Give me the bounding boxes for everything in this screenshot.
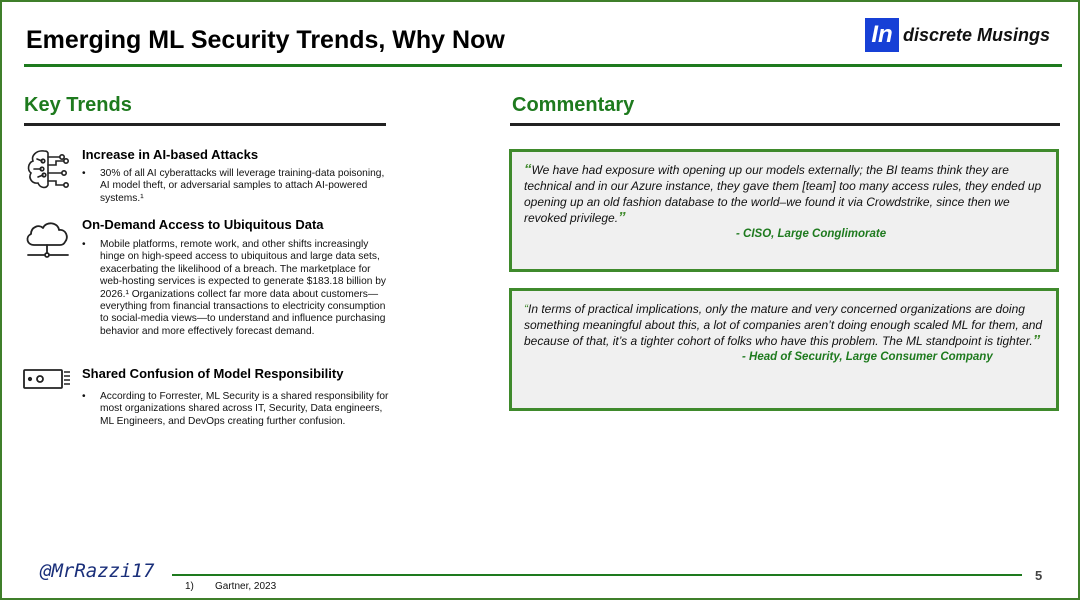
trend-title: On-Demand Access to Ubiquitous Data — [82, 217, 324, 232]
trend-bullet-text: 30% of all AI cyberattacks will leverage training-data poisoning, AI model theft, or adversarial samples to attach AI-powered systems.¹ — [100, 168, 385, 204]
quote-text — [524, 301, 1044, 349]
open-quote-mark: “ — [524, 302, 528, 316]
trend-ai-attacks — [22, 147, 394, 209]
key-trends-heading: Key Trends — [24, 94, 132, 116]
trend-bullet — [82, 239, 394, 338]
quote-attribution: - Head of Security, Large Consumer Company — [742, 351, 993, 363]
open-quote-mark: “ — [524, 161, 532, 178]
commentary-divider — [510, 123, 1060, 126]
footer-divider — [172, 574, 1022, 576]
page-number: 5 — [1035, 568, 1043, 583]
trend-title: Shared Confusion of Model Responsibility — [82, 366, 344, 381]
bullet-dot: • — [82, 168, 86, 179]
logo-text: discrete Musings — [903, 24, 1051, 45]
key-trends-divider — [24, 123, 386, 126]
footnote — [185, 581, 276, 592]
trend-bullet-text: According to Forrester, ML Security is a shared responsibility for most organizations shared across IT, Security, Data engineers, ML Engineers, and DevOps creating further confusion. — [100, 391, 389, 427]
trend-data-access — [22, 217, 394, 357]
quote-text — [524, 162, 1044, 226]
close-quote-mark: ” — [1032, 332, 1041, 349]
quote-attribution: - CISO, Large Conglimorate — [736, 228, 887, 240]
server-device-icon — [22, 366, 74, 410]
close-quote-mark: ” — [618, 209, 626, 226]
ai-brain-circuit-icon — [22, 147, 74, 191]
logo-mark: In — [865, 18, 899, 52]
slide-title: Emerging ML Security Trends, Why Now — [26, 26, 505, 54]
quote-body: In terms of practical implications, only the mature and very concerned organizations are doing something meaningful about this, a lot of companies aren’t doing enough scaled ML for them, and because of that, it’s a tighter cohort of folks who have this problem. The ML standpoint is tighter. — [524, 302, 1043, 348]
quote-body: We have had exposure with opening up our models externally; the BI teams think they are technical and in our Azure instance, they gave them [team] too many access rules, they ended up opening up an old fashion database to the world–we found it via Crowdstrike, since then we revoked privilege. — [524, 163, 1042, 225]
title-divider — [24, 64, 1062, 67]
quote-box-head-of-security — [509, 288, 1059, 411]
trend-title: Increase in AI-based Attacks — [82, 147, 259, 162]
author-handle: @MrRazzi17 — [40, 560, 155, 582]
logo — [865, 18, 1050, 52]
commentary-heading: Commentary — [512, 94, 635, 116]
trend-bullet — [82, 168, 394, 205]
footnote-text: Gartner, 2023 — [215, 581, 277, 592]
quote-box-ciso — [509, 149, 1059, 272]
trend-bullet — [82, 391, 394, 428]
trend-model-responsibility — [22, 366, 394, 446]
bullet-dot: • — [82, 239, 86, 250]
cloud-network-icon — [22, 217, 74, 261]
bullet-dot: • — [82, 391, 86, 402]
trend-bullet-text: Mobile platforms, remote work, and other shifts increasingly hinge on high-speed access to ubiquitous and large data sets, exacerbating the likelihood of a breach. The marketplace for web-hosting services is expected to generate $183.18 billion by 2026.¹ Organizations collect far more data about customers—everything from financial transactions to electricity consumption to social-media views—to understand and influence purchasing behavior and more effectively forecast demand. — [100, 239, 386, 337]
footnote-number: 1) — [185, 581, 194, 592]
